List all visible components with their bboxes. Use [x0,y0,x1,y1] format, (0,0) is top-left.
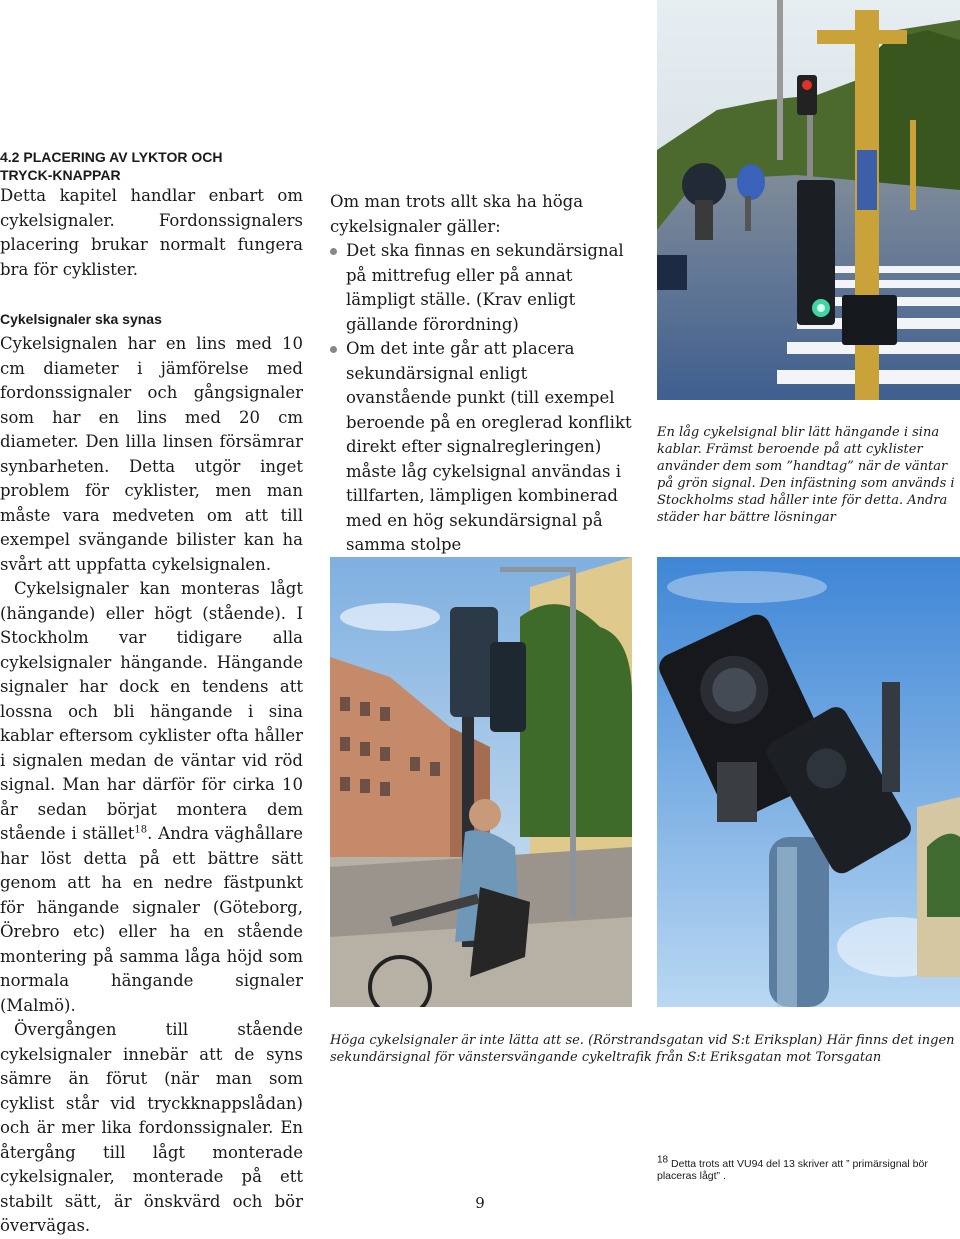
bullet-icon [330,346,337,353]
paragraph-2-text-b: . Andra väghållare har löst detta på ett bättre sätt genom att ha en nedre fästpunkt för hängande signaler (Göteborg, Örebro etc) eller ha en stående montering på samma låga höjd som normala hängande signaler (Malmö). [0,824,303,1015]
photo-hanging-signal-closeup [657,557,960,1007]
photo-low-bicycle-signal [657,0,960,400]
street-scene-illustration [657,0,960,400]
list-item [330,239,632,337]
section-heading: 4.2 PLACERING AV LYKTOR OCH TRYCK-KNAPPAR [0,149,223,183]
photo-high-bicycle-signal [330,557,632,1007]
footnote-number: 18 [657,1154,669,1166]
list-item-text: Om det inte går att placera sekundärsignal enligt ovanstående punkt (till exempel beroende på en oreglerad konflikt direkt efter signalregleringen) måste låg cykelsignal användas i tillfarten, lämpligen kombinerad med en hög sekundärsignal på samma stolpe [346,339,632,554]
list-item [330,337,632,558]
high-signal-illustration [330,557,632,1007]
caption-high-signal: Höga cykelsignaler är inte lätta att se. (Rörstrandsgatan vid S:t Eriksplan) Här finns det ingen sekundärsignal för vänstersvängande cykeltrafik från S:t Eriksgatan mot Torsgatan [330,1033,955,1065]
page-number: 9 [475,1194,485,1212]
left-column [0,148,303,1239]
paragraph-1: Cykelsignalen har en lins med 10 cm diameter i jämförelse med fordonssignaler och gångsignaler som har en lins med 20 cm diameter. Den lilla linsen försämrar synbarheten. Detta utgör inget problem för cyklister, men man måste vara medveten om att till exempel svängande bilister kan ha svårt att uppfatta cykelsignalen. [0,334,303,574]
footnote-text: Detta trots att VU94 del 13 skriver att ” primärsignal bör placeras lågt” . [657,1158,928,1182]
paragraph-2 [0,577,303,1018]
hanging-signal-illustration [657,557,960,1007]
section-intro: Detta kapitel handlar enbart om cykelsignaler. Fordonssignalers placering brukar normalt fungera bra för cyklister. [0,186,303,279]
bullet-icon [330,248,337,255]
footnote-ref: 18 [134,824,148,836]
paragraph-3: Övergången till stående cykelsignaler innebär att de syns sämre än förut (när man som cyklist står vid tryckknappslådan) och är mer lika fordonssignaler. En återgång till lågt monterade cykelsignaler, monterade på ett stabilt sätt, är önskvärd och bör övervägas. [0,1020,303,1235]
paragraph-2-text-a: Cykelsignaler kan monteras lågt (hängande) eller högt (stående). I Stockholm var tidigare alla cykelsignaler hängande. Hängande signaler har dock en tendens att lossna och bli hängande i sina kablar eftersom cyklister ofta håller i signalen medan de väntar vid röd signal. Man har därför för cirka 10 år sedan börjat montera dem stående i stället [0,579,303,843]
caption-low-signal: En låg cykelsignal blir lätt hängande i sina kablar. Främst beroende på att cyklister använder dem som ”handtag” när de väntar på grön signal. Den infästning som används i Stockholms stad håller inte för detta. Andra städer har bättre lösningar [657,425,955,525]
subsection-heading: Cykelsignaler ska synas [0,311,162,327]
footnote [657,1154,960,1182]
list-item-text: Det ska finnas en sekundärsignal på mittrefug eller på annat lämpligt ställe. (Krav enligt gällande förordning) [346,241,624,334]
middle-column [330,190,632,558]
middle-lead: Om man trots allt ska ha höga cykelsignaler gäller: [330,192,584,236]
requirement-list [330,239,632,558]
